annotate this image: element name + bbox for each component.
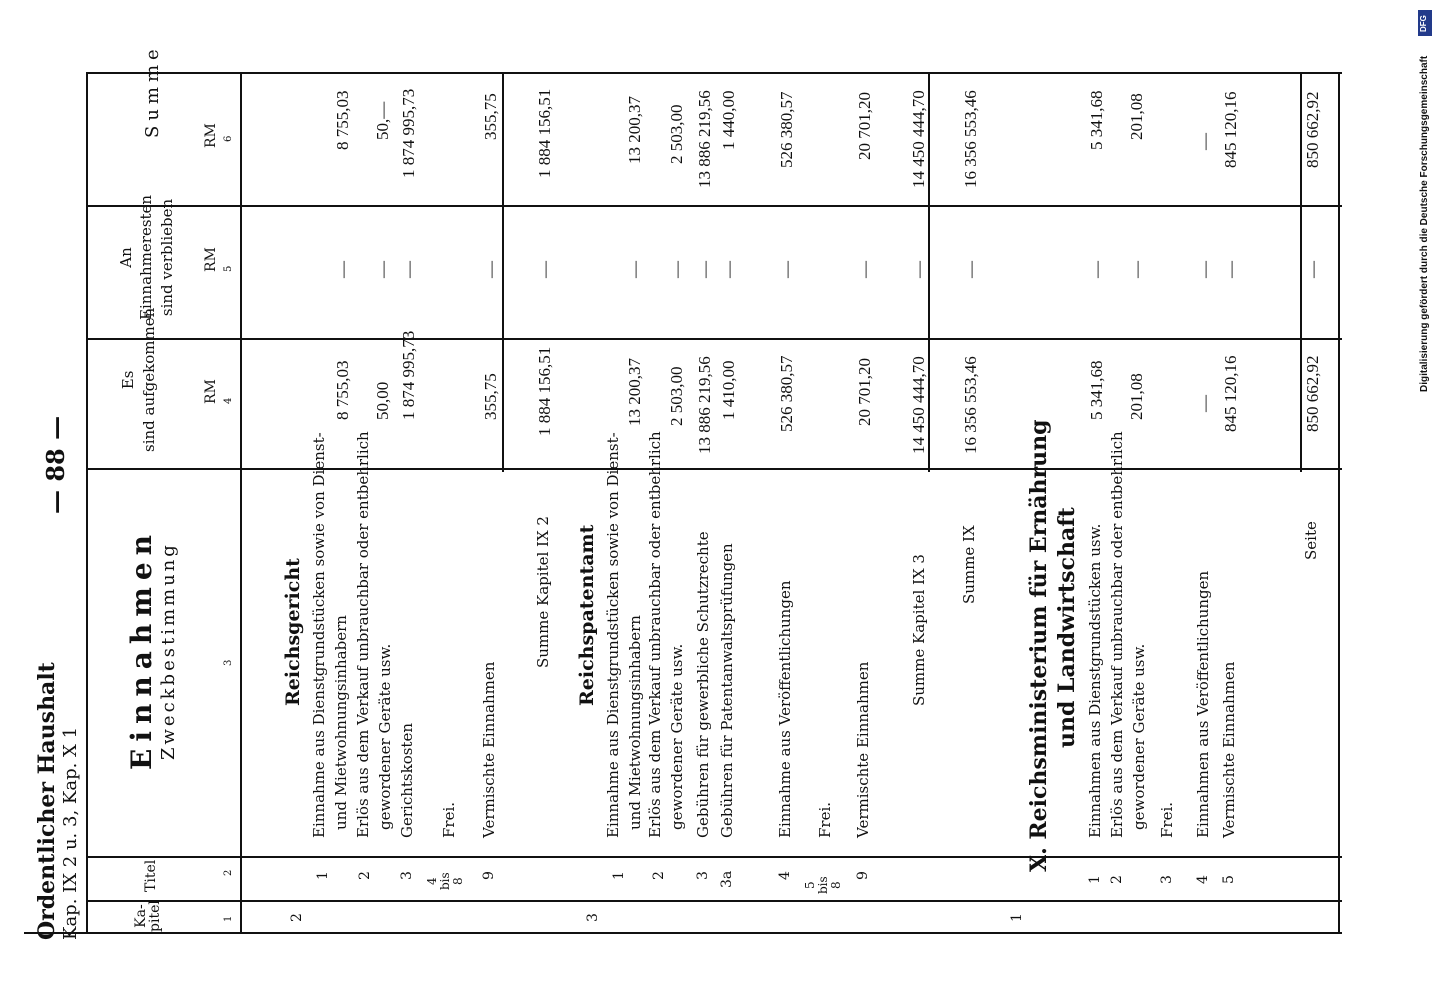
r1-sum: 8 755,03 <box>333 90 352 150</box>
r9-rest: — <box>481 261 500 278</box>
seite-rest: — <box>1303 261 1322 278</box>
col-num-4: 4 <box>223 397 234 404</box>
col-rest-label: An Einnahmeresten sind verblieben <box>117 194 176 320</box>
r2-text-a: Erlös aus dem Verkauf unbrauchbar oder entbehrlich <box>354 431 372 838</box>
r9-sum: 355,75 <box>481 93 500 140</box>
sum2-rule <box>928 72 930 472</box>
kapitel-2: 2 <box>289 913 305 922</box>
p1-ist: 13 200,37 <box>625 358 644 426</box>
x5-sum: 845 120,16 <box>1221 91 1240 168</box>
r1-text-b: und Mietwohnungsinhabern <box>332 615 350 830</box>
r3-rest: — <box>399 261 418 278</box>
col-titel-label: Titel <box>143 859 159 892</box>
col-ist-label: Es sind aufgekommen <box>119 307 158 452</box>
x2-rest: — <box>1127 261 1146 278</box>
x5-text: Vermischte Einnahmen <box>1220 661 1238 838</box>
p9-ist: 20 701,20 <box>855 358 874 426</box>
table-top-rule <box>86 72 1342 74</box>
r9-text: Vermischte Einnahmen <box>480 661 498 838</box>
p4-sum: 526 380,57 <box>777 91 796 168</box>
r3-text: Gerichtskosten <box>398 723 416 838</box>
header-title: Ordentlicher Haushalt <box>34 662 60 940</box>
titel-x5: 5 <box>1221 875 1237 884</box>
x1-text: Einnahmen aus Dienstgrundstücken usw. <box>1086 523 1104 838</box>
unit-summe: RM <box>203 123 219 148</box>
titel-x2: 2 <box>1109 875 1125 884</box>
r9-ist: 355,75 <box>481 373 500 420</box>
col-num-5: 5 <box>223 265 234 272</box>
titel-p3a: 3a <box>719 870 735 888</box>
x1-ist: 5 341,68 <box>1087 360 1106 420</box>
seite-rule <box>1300 72 1302 472</box>
p2-ist: 2 503,00 <box>667 366 686 426</box>
r2-text-b: gewordener Geräte usw. <box>376 643 394 830</box>
sum-ix-rest: — <box>961 261 980 278</box>
p4-ist: 526 380,57 <box>777 355 796 432</box>
header-subtitle: Kap. IX 2 u. 3, Kap. X 1 <box>60 726 81 940</box>
titel-p5-8: 5 bis 8 <box>803 876 844 894</box>
sum-kap-ix2-label: Summe Kapitel IX 2 <box>534 516 552 668</box>
titel-p3: 3 <box>695 871 711 880</box>
titel-x1: 1 <box>1087 875 1103 884</box>
seite-sum: 850 662,92 <box>1303 91 1322 168</box>
right-rule <box>1338 72 1340 932</box>
col-num-6: 6 <box>223 135 234 142</box>
kapitel-1: 1 <box>1009 913 1025 922</box>
sum-ix-ist: 16 356 553,46 <box>961 356 980 454</box>
p5-text: Frei. <box>816 801 834 838</box>
p3-text: Gebühren für gewerbliche Schutzrechte <box>694 531 712 838</box>
p3a-sum: 1 440,00 <box>719 90 738 150</box>
section-reichsgericht: Reichsgericht <box>282 558 304 706</box>
seite-ist: 850 662,92 <box>1303 355 1322 432</box>
titel-x4: 4 <box>1195 875 1211 884</box>
p3-ist: 13 886 219,56 <box>695 356 714 454</box>
x1-sum: 5 341,68 <box>1087 90 1106 150</box>
seite-label: Seite <box>1302 521 1320 560</box>
titel-1: 1 <box>315 871 331 880</box>
x3-text: Frei. <box>1158 801 1176 838</box>
col-summe-label: Summe <box>142 44 163 138</box>
header-rule-titel <box>86 856 1342 858</box>
col-einnahmen-label: Einnahmen <box>125 528 158 770</box>
x2-ist: 201,08 <box>1127 373 1146 420</box>
col-num-2: 2 <box>223 869 234 876</box>
r4-text: Frei. <box>440 801 458 838</box>
r1-rest: — <box>333 261 352 278</box>
sum-kap-ix3-ist: 14 450 444,70 <box>909 356 928 454</box>
p3-rest: — <box>695 261 714 278</box>
r2-rest: — <box>373 261 392 278</box>
p3a-text: Gebühren für Patentanwaltsprüfungen <box>718 543 736 838</box>
p1-sum: 13 200,37 <box>625 96 644 164</box>
col-num-3: 3 <box>223 659 234 666</box>
col-num-1: 1 <box>223 915 234 922</box>
p2-rest: — <box>667 261 686 278</box>
titel-4-8: 4 bis 8 <box>425 872 466 890</box>
sum-kap-ix3-sum: 14 450 444,70 <box>909 90 928 188</box>
sum1-rule <box>502 72 504 472</box>
x1-rest: — <box>1087 261 1106 278</box>
sum-kap-ix2-rest: — <box>535 261 554 278</box>
r1-text-a: Einnahme aus Dienstgrundstücken sowie von Dienst- <box>310 432 328 838</box>
p2-text-a: Erlös aus dem Verkauf unbrauchbar oder entbehrlich <box>646 431 664 838</box>
col-zweck-label: Zweckbestimmung <box>158 542 179 760</box>
r2-ist: 50,00 <box>373 381 392 420</box>
p2-text-b: gewordener Geräte usw. <box>668 643 686 830</box>
header-rule-ist <box>86 338 1342 340</box>
section-reichsministerium-1: X. Reichsministerium für Ernährung <box>1026 419 1052 872</box>
section-reichspatentamt: Reichspatentamt <box>576 524 598 706</box>
x5-ist: 845 120,16 <box>1221 355 1240 432</box>
sum-kap-ix2-ist: 1 884 156,51 <box>535 346 554 436</box>
unit-rest: RM <box>203 247 219 272</box>
header-rule-rest <box>86 205 1342 207</box>
titel-3: 3 <box>399 871 415 880</box>
p1-rest: — <box>625 261 644 278</box>
x4-sum: — <box>1195 133 1214 150</box>
titel-p9: 9 <box>855 871 871 880</box>
p9-text: Vermischte Einnahmen <box>854 661 872 838</box>
x2-text-b: gewordener Geräte usw. <box>1130 643 1148 830</box>
titel-p4: 4 <box>777 871 793 880</box>
titel-p2: 2 <box>651 871 667 880</box>
col-kapitel-label: Ka- pitel <box>133 900 163 932</box>
page-number: — 88 — <box>41 415 70 514</box>
sum-ix-label: Summe IX <box>960 525 978 604</box>
section-reichsministerium-2: und Landwirtschaft <box>1054 507 1080 748</box>
titel-9: 9 <box>481 871 497 880</box>
x4-text: Einnahmen aus Veröffentlichungen <box>1194 570 1212 838</box>
x2-sum: 201,08 <box>1127 93 1146 140</box>
p9-sum: 20 701,20 <box>855 92 874 160</box>
header-rule-text <box>86 468 1342 470</box>
dfg-logo-text: DFG <box>1419 15 1428 32</box>
header-rule-kap <box>86 900 1342 902</box>
dfg-credit: Digitalisierung gefördert durch die Deutsche Forschungsgemeinschaft <box>1419 55 1430 392</box>
sum-ix-sum: 16 356 553,46 <box>961 90 980 188</box>
p3a-rest: — <box>719 261 738 278</box>
kapitel-3: 3 <box>585 913 601 922</box>
sum-kap-ix2-sum: 1 884 156,51 <box>535 88 554 178</box>
p9-rest: — <box>855 261 874 278</box>
p2-sum: 2 503,00 <box>667 104 686 164</box>
col-rule-2 <box>240 72 242 932</box>
unit-ist: RM <box>203 379 219 404</box>
x4-ist: — <box>1195 395 1214 412</box>
p3-sum: 13 886 219,56 <box>695 90 714 188</box>
r3-sum: 1 874 995,73 <box>399 88 418 178</box>
r1-ist: 8 755,03 <box>333 360 352 420</box>
p3a-ist: 1 410,00 <box>719 360 738 420</box>
titel-x3: 3 <box>1159 875 1175 884</box>
x2-text-a: Erlös aus dem Verkauf unbrauchbar oder entbehrlich <box>1108 431 1126 838</box>
dfg-logo <box>1418 10 1432 36</box>
titel-2: 2 <box>357 871 373 880</box>
r3-ist: 1 874 995,73 <box>399 330 418 420</box>
sum-kap-ix3-rest: — <box>909 261 928 278</box>
p1-text-a: Einnahme aus Dienstgrundstücken sowie von Dienst- <box>604 432 622 838</box>
titel-p1: 1 <box>611 871 627 880</box>
col-rule-1 <box>86 72 88 932</box>
x5-rest: — <box>1221 261 1240 278</box>
p1-text-b: und Mietwohnungsinhabern <box>626 615 644 830</box>
p4-rest: — <box>777 261 796 278</box>
p4-text: Einnahme aus Veröffentlichungen <box>776 580 794 838</box>
sum-kap-ix3-label: Summe Kapitel IX 3 <box>910 554 928 706</box>
table-bottom-rule <box>24 932 1342 934</box>
r2-sum: 50,— <box>373 101 392 140</box>
x4-rest: — <box>1195 261 1214 278</box>
